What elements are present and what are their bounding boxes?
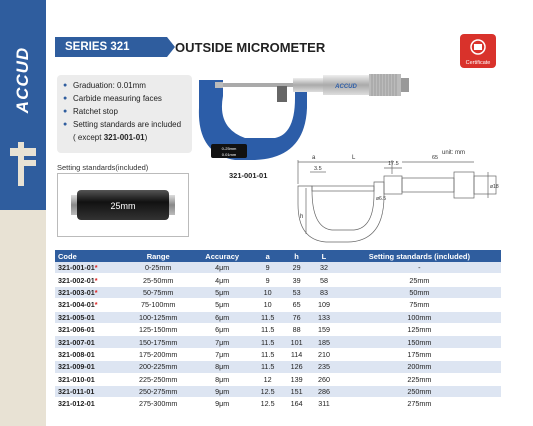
cell-l: 286: [310, 385, 337, 397]
cell-a: 11.5: [252, 311, 282, 323]
table-row: [55, 299, 501, 311]
svg-text:17.5: 17.5: [388, 161, 399, 167]
brand-logo: ACCUD: [13, 46, 32, 114]
cell-code: 321-007-01: [55, 336, 124, 348]
technical-drawing: [292, 146, 502, 244]
svg-text:L: L: [352, 155, 356, 161]
star-mark: *: [94, 300, 98, 310]
table-row: [55, 286, 501, 298]
cell-range: 50-75mm: [124, 286, 192, 298]
cell-h: 65: [283, 299, 310, 311]
cell-std: 100mm: [338, 311, 501, 323]
feature-item: ● Setting standards are included: [63, 120, 182, 129]
caliper-icon: [8, 142, 38, 186]
setting-standard-image: [71, 190, 175, 220]
star-mark: *: [94, 275, 98, 285]
cell-range: 75-100mm: [124, 299, 192, 311]
cell-a: 11.5: [252, 336, 282, 348]
cell-range: 0-25mm: [124, 262, 192, 274]
svg-text:65: 65: [432, 155, 439, 161]
table-row: [55, 361, 501, 373]
cell-std: 25mm: [338, 274, 501, 286]
cell-std: 75mm: [338, 299, 501, 311]
cell-a: 12: [252, 373, 282, 385]
cell-range: 100-125mm: [124, 311, 192, 323]
certificate-label: Certificate: [465, 60, 491, 66]
cell-acc: 4μm: [192, 262, 253, 274]
setting-standard-box: [57, 173, 189, 237]
cell-l: 235: [310, 361, 337, 373]
cell-acc: 6μm: [192, 323, 253, 335]
product-caption: 321-001-01: [229, 171, 268, 180]
cell-h: 151: [283, 385, 310, 397]
cell-std: 50mm: [338, 286, 501, 298]
cell-l: 109: [310, 299, 337, 311]
cell-range: 275-300mm: [124, 398, 192, 410]
table-row: [55, 398, 501, 410]
cell-h: 139: [283, 373, 310, 385]
table-row: [55, 274, 501, 286]
cell-l: 311: [310, 398, 337, 410]
table-row: [55, 323, 501, 335]
cell-l: 185: [310, 336, 337, 348]
col-a: a: [252, 250, 282, 262]
cell-a: 9: [252, 262, 282, 274]
setting-standard-label: Setting standards(included): [57, 163, 149, 172]
svg-text:ACCUD: ACCUD: [335, 84, 357, 90]
cell-h: 53: [283, 286, 310, 298]
cell-l: 159: [310, 323, 337, 335]
setting-standard-size: 25mm: [110, 201, 136, 211]
feature-item: ● Carbide measuring faces: [63, 94, 162, 103]
feature-item: ● Ratchet stop: [63, 107, 118, 116]
cell-a: 9: [252, 274, 282, 286]
bullet-icon: ●: [63, 82, 68, 89]
cell-acc: 8μm: [192, 373, 253, 385]
cell-acc: 7μm: [192, 348, 253, 360]
cell-acc: 5μm: [192, 299, 253, 311]
cell-std: 175mm: [338, 348, 501, 360]
cell-range: 125-150mm: [124, 323, 192, 335]
cell-acc: 8μm: [192, 361, 253, 373]
table-header-row: [55, 250, 501, 262]
unit-label: unit: mm: [442, 150, 466, 156]
cell-l: 133: [310, 311, 337, 323]
table-row: [55, 311, 501, 323]
table-row: [55, 385, 501, 397]
cell-l: 32: [310, 262, 337, 274]
cell-range: 175-200mm: [124, 348, 192, 360]
series-arrow: [167, 37, 175, 57]
cell-h: 101: [283, 336, 310, 348]
star-mark: *: [94, 287, 98, 297]
col-range: Range: [124, 250, 192, 262]
col-h: h: [283, 250, 310, 262]
cell-code: 321-003-01*: [55, 286, 124, 298]
svg-text:a: a: [312, 155, 316, 161]
bullet-icon: ●: [63, 121, 68, 128]
bullet-icon: ●: [63, 95, 68, 102]
cell-std: 200mm: [338, 361, 501, 373]
cell-a: 12.5: [252, 398, 282, 410]
side-brand-panel: [0, 0, 46, 210]
cell-std: -: [338, 262, 501, 274]
cell-l: 260: [310, 373, 337, 385]
cell-acc: 7μm: [192, 336, 253, 348]
cell-h: 29: [283, 262, 310, 274]
cell-l: 58: [310, 274, 337, 286]
cell-std: 225mm: [338, 373, 501, 385]
certificate-icon: [460, 34, 496, 68]
feature-note: ( except 321-001-01): [73, 133, 148, 142]
cell-code: 321-012-01: [55, 398, 124, 410]
svg-text:0.01mm: 0.01mm: [221, 152, 237, 157]
col-accuracy: Accuracy: [192, 250, 253, 262]
cell-range: 200-225mm: [124, 361, 192, 373]
cell-a: 11.5: [252, 323, 282, 335]
cell-h: 114: [283, 348, 310, 360]
cell-acc: 6μm: [192, 311, 253, 323]
cell-range: 150-175mm: [124, 336, 192, 348]
cell-code: 321-008-01: [55, 348, 124, 360]
cell-a: 11.5: [252, 361, 282, 373]
cell-h: 76: [283, 311, 310, 323]
page-title: OUTSIDE MICROMETER: [175, 40, 326, 55]
table-row: [55, 373, 501, 385]
cell-acc: 4μm: [192, 274, 253, 286]
cell-a: 12.5: [252, 385, 282, 397]
col-code: Code: [55, 250, 124, 262]
cell-std: 150mm: [338, 336, 501, 348]
cell-code: 321-010-01: [55, 373, 124, 385]
cell-l: 210: [310, 348, 337, 360]
features-box: [57, 75, 192, 153]
cell-a: 10: [252, 299, 282, 311]
cell-h: 164: [283, 398, 310, 410]
col-l: L: [310, 250, 337, 262]
bullet-icon: ●: [63, 108, 68, 115]
cell-acc: 9μm: [192, 385, 253, 397]
cell-code: 321-002-01*: [55, 274, 124, 286]
spec-table: [55, 250, 501, 411]
cell-code: 321-005-01: [55, 311, 124, 323]
cell-std: 275mm: [338, 398, 501, 410]
cell-code: 321-004-01*: [55, 299, 124, 311]
cell-acc: 5μm: [192, 286, 253, 298]
cell-a: 11.5: [252, 348, 282, 360]
cell-h: 88: [283, 323, 310, 335]
table-row: [55, 336, 501, 348]
feature-item: ● Graduation: 0.01mm: [63, 81, 146, 90]
table-row: [55, 262, 501, 274]
cell-h: 126: [283, 361, 310, 373]
cell-range: 250-275mm: [124, 385, 192, 397]
cell-acc: 9μm: [192, 398, 253, 410]
cell-code: 321-001-01*: [55, 262, 124, 274]
cell-l: 83: [310, 286, 337, 298]
cell-code: 321-006-01: [55, 323, 124, 335]
svg-text:h: h: [300, 214, 304, 220]
cell-std: 250mm: [338, 385, 501, 397]
series-banner: SERIES 321: [55, 37, 167, 57]
col-setting-standards: Setting standards (included): [338, 250, 501, 262]
table-row: [55, 348, 501, 360]
cell-code: 321-011-01: [55, 385, 124, 397]
cell-range: 225-250mm: [124, 373, 192, 385]
svg-text:ø18: ø18: [490, 184, 499, 190]
star-mark: *: [94, 263, 98, 273]
svg-text:0-25mm: 0-25mm: [221, 146, 237, 151]
cell-h: 39: [283, 274, 310, 286]
svg-text:ø6.5: ø6.5: [376, 196, 387, 202]
cell-code: 321-009-01: [55, 361, 124, 373]
svg-text:3.5: 3.5: [314, 166, 322, 172]
cell-a: 10: [252, 286, 282, 298]
cell-range: 25-50mm: [124, 274, 192, 286]
cell-std: 125mm: [338, 323, 501, 335]
